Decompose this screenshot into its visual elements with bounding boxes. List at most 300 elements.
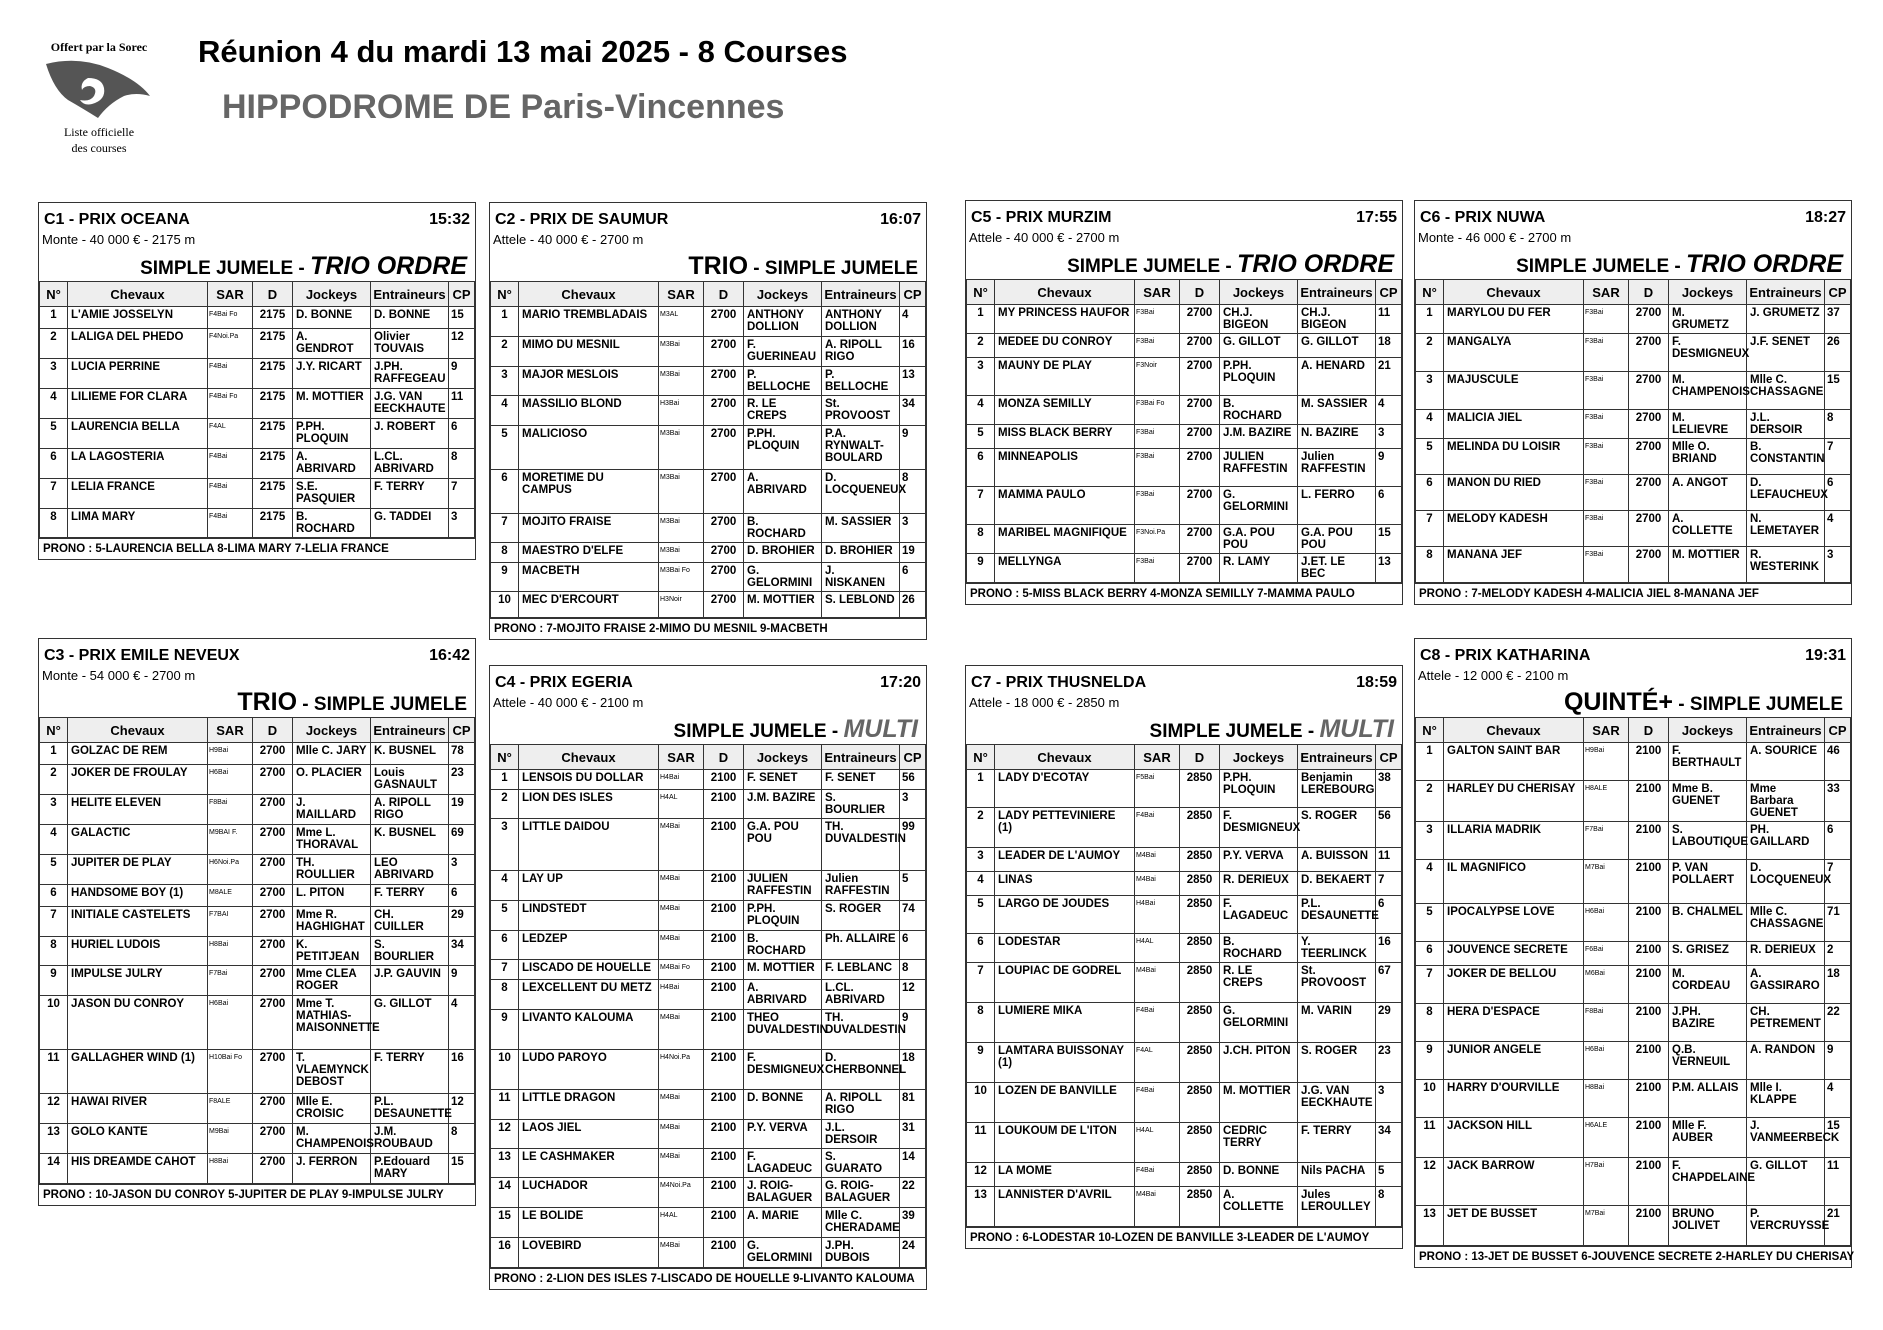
horse-name: LIVANTO KALOUMA — [519, 1010, 659, 1050]
trainer-name: Mlle C. CHASSAGNE — [1747, 904, 1825, 942]
jockey-name: TH. ROULLIER — [293, 855, 371, 885]
column-header-num: N° — [40, 718, 68, 743]
column-header-dist: D — [1629, 718, 1669, 743]
horse-sar: M4Bai — [1135, 848, 1180, 872]
trainer-name: Ph. ALLAIRE — [822, 931, 900, 960]
prono-line: PRONO : 13-JET DE BUSSET 6-JOUVENCE SECRETE 2-HARLEY DU CHERISAY — [1415, 1246, 1851, 1267]
horse-sar: F4Bai Fo — [208, 389, 253, 419]
logo-bottom-line-2: des courses — [71, 141, 127, 155]
column-header-sar: SAR — [659, 282, 704, 307]
table-row — [1416, 1158, 1851, 1206]
distance: 2700 — [1180, 425, 1220, 449]
odds-cp: 56 — [1376, 808, 1402, 848]
prono-line: PRONO : 7-MELODY KADESH 4-MALICIA JIEL 8-MANANA JEF — [1415, 583, 1851, 604]
distance: 2100 — [1629, 966, 1669, 1004]
table-row — [967, 1187, 1402, 1227]
horse-name: MELINDA DU LOISIR — [1444, 439, 1584, 475]
runner-number: 2 — [1416, 781, 1444, 822]
bet-type-b: TRIO ORDRE — [1237, 250, 1394, 278]
trainer-name: S. GUARATO — [822, 1149, 900, 1178]
horse-name: IMPULSE JULRY — [68, 966, 208, 996]
odds-cp: 56 — [900, 770, 926, 790]
horse-sar: F7Bai — [208, 966, 253, 996]
runner-number: 9 — [967, 1043, 995, 1083]
horse-sar: M4Bai — [1135, 872, 1180, 896]
table-row — [1416, 942, 1851, 966]
horse-sar: F3Bai — [1135, 305, 1180, 334]
horse-name: LAURENCIA BELLA — [68, 419, 208, 449]
jockey-name: Mlle F. AUBER — [1669, 1118, 1747, 1158]
horse-name: MONZA SEMILLY — [995, 396, 1135, 425]
jockey-name: THEO DUVALDESTIN — [744, 1010, 822, 1050]
odds-cp: 9 — [1825, 1042, 1851, 1080]
jockey-name: G. GELORMINI — [1220, 487, 1298, 525]
jockey-name: BRUNO JOLIVET — [1669, 1206, 1747, 1246]
horse-sar: H3Bai — [659, 396, 704, 426]
column-header-dist: D — [704, 745, 744, 770]
runner-number: 10 — [1416, 1080, 1444, 1118]
horse-sar: M3Bai — [659, 426, 704, 470]
horse-sar: H10Bai Fo — [208, 1050, 253, 1094]
distance: 2100 — [1629, 942, 1669, 966]
table-row — [1416, 1004, 1851, 1042]
horse-sar: M3Bai — [659, 337, 704, 367]
trainer-name: D. BONNE — [371, 307, 449, 329]
column-header-trainer: Entraineurs — [1747, 718, 1825, 743]
trainer-name: J. GRUMETZ — [1747, 305, 1825, 334]
horse-sar: H6Noi.Pa — [208, 855, 253, 885]
column-header-trainer: Entraineurs — [1298, 745, 1376, 770]
table-row — [491, 1238, 926, 1268]
table-row — [1416, 904, 1851, 942]
horse-sar: H6Bai — [1584, 904, 1629, 942]
trainer-name: J. NISKANEN — [822, 563, 900, 592]
horse-sar: H8Bai — [208, 937, 253, 966]
odds-cp: 9 — [449, 359, 475, 389]
jockey-name: Mlle O. BRIAND — [1669, 439, 1747, 475]
odds-cp: 22 — [1825, 1004, 1851, 1042]
column-header-jockey: Jockeys — [744, 282, 822, 307]
horse-name: LISCADO DE HOUELLE — [519, 960, 659, 980]
horse-name: MAMMA PAULO — [995, 487, 1135, 525]
horse-sar: H4Bai — [1135, 896, 1180, 934]
horse-name: L'AMIE JOSSELYN — [68, 307, 208, 329]
odds-cp: 3 — [449, 855, 475, 885]
horse-sar: M7Bai — [1584, 1206, 1629, 1246]
table-header-row — [967, 745, 1402, 770]
jockey-name: M. MOTTIER — [293, 389, 371, 419]
jockey-name: J.Y. RICART — [293, 359, 371, 389]
jockey-name: F. GUERINEAU — [744, 337, 822, 367]
distance: 2700 — [1629, 305, 1669, 334]
jockey-name: L. PITON — [293, 885, 371, 907]
jockey-name: G.A. POU POU — [1220, 525, 1298, 554]
runner-number: 8 — [1416, 547, 1444, 583]
horse-name: LILIEME FOR CLARA — [68, 389, 208, 419]
horse-sar: F3Bai — [1135, 487, 1180, 525]
horse-sar: M4Bai — [1135, 963, 1180, 1003]
trainer-name: B. CONSTANTIN — [1747, 439, 1825, 475]
column-header-horse: Chevaux — [1444, 718, 1584, 743]
odds-cp: 3 — [900, 514, 926, 543]
trainer-name: F. TERRY — [371, 479, 449, 509]
race-header — [490, 203, 926, 229]
distance: 2700 — [704, 543, 744, 563]
race-card-c6 — [1414, 200, 1852, 605]
distance: 2850 — [1180, 963, 1220, 1003]
jockey-name: G.A. POU POU — [744, 819, 822, 871]
horse-name: MELLYNGA — [995, 554, 1135, 583]
table-row — [40, 449, 475, 479]
horse-name: LITTLE DRAGON — [519, 1090, 659, 1120]
jockey-name: B. CHALMEL — [1669, 904, 1747, 942]
distance: 2700 — [253, 996, 293, 1050]
distance: 2175 — [253, 509, 293, 538]
horse-sar: F4Bai — [208, 359, 253, 389]
bet-types — [39, 251, 475, 281]
runner-number: 11 — [40, 1050, 68, 1094]
distance: 2700 — [253, 795, 293, 825]
distance: 2100 — [704, 819, 744, 871]
jockey-name: A. GENDROT — [293, 329, 371, 359]
jockey-name: D. BONNE — [744, 1090, 822, 1120]
odds-cp: 6 — [900, 563, 926, 592]
bet-type-b: MULTI — [843, 715, 918, 743]
horse-sar: F3Bai — [1584, 305, 1629, 334]
race-title: C4 - PRIX EGERIA — [495, 674, 633, 691]
trainer-name: Mlle C. CHASSAGNE — [1747, 372, 1825, 410]
distance: 2700 — [1629, 475, 1669, 511]
bet-type-a: SIMPLE JUMELE - — [1516, 256, 1687, 277]
horse-sar: M8ALE — [208, 885, 253, 907]
jockey-name: Mlle E. CROISIC — [293, 1094, 371, 1124]
distance: 2850 — [1180, 808, 1220, 848]
horse-sar: M4Bai Fo — [659, 960, 704, 980]
column-header-horse: Chevaux — [519, 282, 659, 307]
odds-cp: 2 — [1825, 942, 1851, 966]
horse-sar: F3Bai — [1135, 554, 1180, 583]
distance: 2700 — [253, 885, 293, 907]
runners-table — [966, 279, 1402, 583]
bet-type-b: MULTI — [1319, 715, 1394, 743]
table-row — [40, 389, 475, 419]
runner-number: 1 — [1416, 305, 1444, 334]
trainer-name: A. RIPOLL RIGO — [822, 1090, 900, 1120]
horse-name: LOUPIAC DE GODREL — [995, 963, 1135, 1003]
runner-number: 2 — [40, 765, 68, 795]
distance: 2850 — [1180, 1003, 1220, 1043]
column-header-num: N° — [491, 745, 519, 770]
trainer-name: St. PROVOOST — [1298, 963, 1376, 1003]
horse-sar: M4Bai — [659, 931, 704, 960]
table-header-row — [40, 718, 475, 743]
trainer-name: J.PH. DUBOIS — [822, 1238, 900, 1268]
horse-name: MANGALYA — [1444, 334, 1584, 372]
odds-cp: 37 — [1825, 305, 1851, 334]
distance: 2100 — [704, 1050, 744, 1090]
horse-name: LUMIERE MIKA — [995, 1003, 1135, 1043]
runner-number: 4 — [1416, 860, 1444, 904]
table-row — [967, 487, 1402, 525]
table-row — [491, 470, 926, 514]
distance: 2700 — [253, 1050, 293, 1094]
trainer-name: P. VERCRUYSSE — [1747, 1206, 1825, 1246]
trainer-name: J.PH. RAFFEGEAU — [371, 359, 449, 389]
race-time: 16:42 — [429, 647, 470, 664]
trainer-name: P.L. DESAUNETTE — [371, 1094, 449, 1124]
jockey-name: T. VLAEMYNCK DEBOST — [293, 1050, 371, 1094]
jockey-name: J. ROIG-BALAGUER — [744, 1178, 822, 1208]
odds-cp: 9 — [1376, 449, 1402, 487]
distance: 2100 — [704, 770, 744, 790]
bet-type-a: SIMPLE JUMELE - — [673, 721, 844, 742]
horse-name: MAJUSCULE — [1444, 372, 1584, 410]
race-info: Attele - 40 000 € - 2700 m — [969, 230, 1120, 245]
odds-cp: 4 — [900, 307, 926, 337]
horse-name: INITIALE CASTELETS — [68, 907, 208, 937]
odds-cp: 11 — [449, 389, 475, 419]
table-row — [1416, 822, 1851, 860]
horse-sar: M7Bai — [1584, 860, 1629, 904]
column-header-num: N° — [1416, 718, 1444, 743]
table-row — [967, 1003, 1402, 1043]
column-header-cp: CP — [449, 282, 475, 307]
horse-name: MELODY KADESH — [1444, 511, 1584, 547]
odds-cp: 8 — [900, 960, 926, 980]
jockey-name: R. LAMY — [1220, 554, 1298, 583]
runner-number: 1 — [491, 770, 519, 790]
runner-number: 3 — [491, 367, 519, 396]
horse-sar: F4AL — [208, 419, 253, 449]
horse-name: LUCIA PERRINE — [68, 359, 208, 389]
runner-number: 8 — [967, 525, 995, 554]
horse-name: LE BOLIDE — [519, 1208, 659, 1238]
horse-sar: F3Bai — [1584, 547, 1629, 583]
runner-number: 9 — [967, 554, 995, 583]
trainer-name: CH.J. BIGEON — [1298, 305, 1376, 334]
distance: 2100 — [1629, 1042, 1669, 1080]
odds-cp: 3 — [1825, 547, 1851, 583]
distance: 2850 — [1180, 848, 1220, 872]
distance: 2175 — [253, 449, 293, 479]
odds-cp: 21 — [1825, 1206, 1851, 1246]
column-header-cp: CP — [900, 745, 926, 770]
column-header-sar: SAR — [208, 282, 253, 307]
trainer-name: ANTHONY DOLLION — [822, 307, 900, 337]
column-header-jockey: Jockeys — [744, 745, 822, 770]
jockey-name: Mme L. THORAVAL — [293, 825, 371, 855]
horse-name: LELIA FRANCE — [68, 479, 208, 509]
table-row — [491, 1090, 926, 1120]
runner-number: 8 — [40, 509, 68, 538]
horse-sar: F4Noi.Pa — [208, 329, 253, 359]
runner-number: 1 — [40, 307, 68, 329]
column-header-dist: D — [253, 282, 293, 307]
horse-sar: M3Bai — [659, 543, 704, 563]
race-card-c3 — [38, 638, 476, 1206]
bet-type-a: TRIO — [688, 252, 749, 280]
horse-name: HANDSOME BOY (1) — [68, 885, 208, 907]
table-row — [967, 1043, 1402, 1083]
odds-cp: 15 — [449, 1154, 475, 1184]
trainer-name: J.M. ROUBAUD — [371, 1124, 449, 1154]
jockey-name: G. GELORMINI — [1220, 1003, 1298, 1043]
runner-number: 4 — [1416, 410, 1444, 439]
distance: 2100 — [1629, 1158, 1669, 1206]
table-row — [967, 396, 1402, 425]
trainer-name: A. HENARD — [1298, 358, 1376, 396]
bet-type-a: SIMPLE JUMELE - — [1067, 256, 1238, 277]
odds-cp: 3 — [449, 509, 475, 538]
odds-cp: 6 — [1376, 896, 1402, 934]
horse-sar: F5Bai — [1135, 770, 1180, 808]
horse-sar: H8Bai — [1584, 1080, 1629, 1118]
bet-types — [490, 251, 926, 281]
horse-name: JASON DU CONROY — [68, 996, 208, 1050]
jockey-name: A. ABRIVARD — [293, 449, 371, 479]
table-row — [40, 825, 475, 855]
table-row — [1416, 966, 1851, 1004]
jockey-name: P.PH. PLOQUIN — [1220, 358, 1298, 396]
odds-cp: 16 — [1376, 934, 1402, 963]
trainer-name: A. RIPOLL RIGO — [822, 337, 900, 367]
horse-sar: F4AL — [1135, 1043, 1180, 1083]
trainer-name: N. BAZIRE — [1298, 425, 1376, 449]
logo-top-text: Offert par la Sorec — [50, 40, 148, 54]
column-header-sar: SAR — [1135, 745, 1180, 770]
odds-cp: 74 — [900, 901, 926, 931]
table-row — [40, 996, 475, 1050]
runner-number: 13 — [40, 1124, 68, 1154]
column-header-horse: Chevaux — [519, 745, 659, 770]
trainer-name: S. ROGER — [1298, 808, 1376, 848]
horse-name: IL MAGNIFICO — [1444, 860, 1584, 904]
jockey-name: Q.B. VERNEUIL — [1669, 1042, 1747, 1080]
horse-sar: H6Bai — [208, 765, 253, 795]
horse-sar: H6Bai — [1584, 1042, 1629, 1080]
odds-cp: 5 — [1376, 1163, 1402, 1187]
odds-cp: 3 — [1376, 1083, 1402, 1123]
bet-type-b: TRIO ORDRE — [1686, 250, 1843, 278]
column-header-num: N° — [1416, 280, 1444, 305]
runner-number: 2 — [1416, 334, 1444, 372]
horse-name: LEDZEP — [519, 931, 659, 960]
horse-name: LAY UP — [519, 871, 659, 901]
table-row — [967, 334, 1402, 358]
trainer-name: Jules LEROULLEY — [1298, 1187, 1376, 1227]
jockey-name: M. GRUMETZ — [1669, 305, 1747, 334]
trainer-name: J.G. VAN EECKHAUTE — [371, 389, 449, 419]
trainer-name: G.A. POU POU — [1298, 525, 1376, 554]
trainer-name: G. GILLOT — [371, 996, 449, 1050]
race-title: C3 - PRIX EMILE NEVEUX — [44, 647, 240, 664]
runner-number: 3 — [1416, 372, 1444, 410]
trainer-name: Louis GASNAULT — [371, 765, 449, 795]
runner-number: 16 — [491, 1238, 519, 1268]
jockey-name: A. COLLETTE — [1669, 511, 1747, 547]
column-header-trainer: Entraineurs — [371, 282, 449, 307]
odds-cp: 4 — [1376, 396, 1402, 425]
distance: 2700 — [253, 743, 293, 765]
distance: 2100 — [704, 1010, 744, 1050]
table-row — [967, 358, 1402, 396]
table-row — [491, 1178, 926, 1208]
prono-line: PRONO : 7-MOJITO FRAISE 2-MIMO DU MESNIL 9-MACBETH — [490, 618, 926, 639]
horse-sar: M4Bai — [659, 819, 704, 871]
bet-type-a: SIMPLE JUMELE - — [140, 258, 311, 279]
jockey-name: S. GRISEZ — [1669, 942, 1747, 966]
odds-cp: 8 — [449, 1124, 475, 1154]
jockey-name: P.Y. VERVA — [1220, 848, 1298, 872]
column-header-trainer: Entraineurs — [822, 745, 900, 770]
runner-number: 5 — [491, 426, 519, 470]
bet-type-a: TRIO — [237, 688, 298, 716]
race-time: 19:31 — [1805, 647, 1846, 664]
prono-line: PRONO : 2-LION DES ISLES 7-LISCADO DE HOUELLE 9-LIVANTO KALOUMA — [490, 1268, 926, 1289]
column-header-jockey: Jockeys — [1669, 718, 1747, 743]
table-row — [1416, 1118, 1851, 1158]
column-header-jockey: Jockeys — [293, 282, 371, 307]
distance: 2700 — [704, 396, 744, 426]
jockey-name: F. SENET — [744, 770, 822, 790]
odds-cp: 31 — [900, 1120, 926, 1149]
runner-number: 4 — [40, 389, 68, 419]
jockey-name: O. PLACIER — [293, 765, 371, 795]
table-row — [967, 425, 1402, 449]
odds-cp: 15 — [449, 307, 475, 329]
runner-number: 14 — [40, 1154, 68, 1184]
odds-cp: 18 — [1376, 334, 1402, 358]
odds-cp: 15 — [1825, 1118, 1851, 1158]
horse-name: LINDSTEDT — [519, 901, 659, 931]
runner-number: 5 — [1416, 904, 1444, 942]
trainer-name: J.F. SENET — [1747, 334, 1825, 372]
table-row — [967, 872, 1402, 896]
distance: 2700 — [253, 1124, 293, 1154]
table-row — [491, 307, 926, 337]
jockey-name: A. COLLETTE — [1220, 1187, 1298, 1227]
runners-table — [490, 744, 926, 1268]
table-row — [1416, 475, 1851, 511]
runner-number: 14 — [491, 1178, 519, 1208]
jockey-name: B. ROCHARD — [1220, 396, 1298, 425]
table-row — [1416, 410, 1851, 439]
horse-name: LANNISTER D'AVRIL — [995, 1187, 1135, 1227]
trainer-name: L. FERRO — [1298, 487, 1376, 525]
trainer-name: Mme Barbara GUENET — [1747, 781, 1825, 822]
trainer-name: S. BOURLIER — [822, 790, 900, 819]
horse-name: MALICIA JIEL — [1444, 410, 1584, 439]
distance: 2100 — [1629, 1080, 1669, 1118]
column-header-sar: SAR — [659, 745, 704, 770]
odds-cp: 26 — [900, 592, 926, 618]
odds-cp: 69 — [449, 825, 475, 855]
trainer-name: R. DERIEUX — [1747, 942, 1825, 966]
table-row — [40, 885, 475, 907]
horse-sar: M3Bai Fo — [659, 563, 704, 592]
jockey-name: J.CH. PITON — [1220, 1043, 1298, 1083]
table-row — [967, 1163, 1402, 1187]
table-row — [967, 934, 1402, 963]
horse-sar: M9Bai — [208, 1124, 253, 1154]
horse-sar: H4Bai — [659, 980, 704, 1010]
distance: 2850 — [1180, 896, 1220, 934]
horse-sar: H4AL — [659, 1208, 704, 1238]
jockey-name: CEDRIC TERRY — [1220, 1123, 1298, 1163]
distance: 2850 — [1180, 872, 1220, 896]
odds-cp: 81 — [900, 1090, 926, 1120]
trainer-name: F. LEBLANC — [822, 960, 900, 980]
